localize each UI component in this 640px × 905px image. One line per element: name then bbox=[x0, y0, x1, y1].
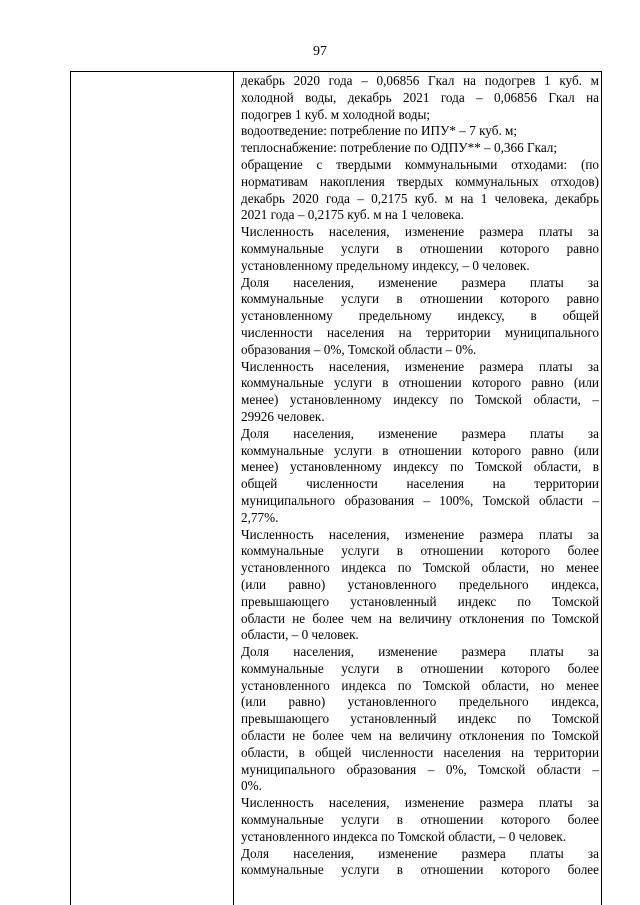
text-line: коммунальные услуги в отношении которого более bbox=[241, 812, 599, 828]
text-line: холодной воды, декабрь 2021 года – 0,06856 Гкал на bbox=[241, 89, 599, 105]
text-line: Численность населения, изменение размера платы за bbox=[241, 526, 599, 542]
text-line: теплоснабжение: потребление по ОДПУ** – 0,366 Гкал; bbox=[241, 140, 558, 156]
text-line: установленному предельному индексу, – 0 человек. bbox=[241, 257, 530, 273]
text-line: обращение с твердыми коммунальными отходами: (по bbox=[241, 156, 599, 172]
text-line: численности населения на территории муниципального bbox=[241, 324, 599, 340]
text-line: общей численности населения на территории bbox=[241, 476, 599, 492]
text-line: коммунальные услуги в отношении которого равно bbox=[241, 291, 599, 307]
text-line: Доля населения, изменение размера платы за bbox=[241, 845, 599, 861]
text-line: превышающего установленный индекс по Томской bbox=[241, 593, 599, 609]
text-line: установленному предельному индексу, в общей bbox=[241, 308, 599, 324]
text-line: подогрев 1 куб. м холодной воды; bbox=[241, 106, 431, 122]
text-line: Доля населения, изменение размера платы за bbox=[241, 644, 599, 660]
text-line: 29926 человек. bbox=[241, 408, 325, 424]
text-line: образования – 0%, Томской области – 0%. bbox=[241, 341, 477, 357]
text-line: 2021 года – 0,2175 куб. м на 1 человека. bbox=[241, 207, 464, 223]
text-line: области не более чем на величину отклонения по Томской bbox=[241, 610, 599, 626]
table-left-cell bbox=[71, 72, 234, 905]
page-number: 97 bbox=[313, 44, 327, 59]
text-line: декабрь 2020 года – 0,2175 куб. м на 1 человека, декабрь bbox=[241, 190, 599, 206]
text-line: менее) установленному индексу по Томской области, в bbox=[241, 459, 599, 475]
text-line: Доля населения, изменение размера платы за bbox=[241, 274, 599, 290]
text-line: коммунальные услуги в отношении которого равно (или bbox=[241, 375, 599, 391]
text-line: коммунальные услуги в отношении которого равно bbox=[241, 240, 599, 256]
text-line: 0%. bbox=[241, 778, 262, 794]
text-line: муниципального образования – 100%, Томской области – bbox=[241, 492, 599, 508]
text-line: декабрь 2020 года – 0,06856 Гкал на подогрев 1 куб. м bbox=[241, 73, 599, 88]
text-line: (или равно) установленного предельного индекса, bbox=[241, 694, 599, 710]
text-line: коммунальные услуги в отношении которого более bbox=[241, 543, 599, 559]
text-line: области, в общей численности населения на территории bbox=[241, 744, 599, 760]
text-line: (или равно) установленного предельного индекса, bbox=[241, 576, 599, 592]
table-right-cell bbox=[241, 73, 599, 879]
text-line: водоотведение: потребление по ИПУ* – 7 куб. м; bbox=[241, 123, 518, 139]
text-line: муниципального образования – 0%, Томской области – bbox=[241, 761, 599, 777]
text-line: нормативам накопления твердых коммунальных отходов) bbox=[241, 173, 599, 189]
text-line: коммунальные услуги в отношении которого более bbox=[241, 862, 599, 878]
text-line: Численность населения, изменение размера платы за bbox=[241, 358, 599, 374]
document-table bbox=[70, 71, 602, 905]
text-line: установленного индекса по Томской области, но менее bbox=[241, 560, 599, 576]
text-line: менее) установленному индексу по Томской области, – bbox=[241, 392, 599, 408]
text-line: Доля населения, изменение размера платы за bbox=[241, 425, 599, 441]
text-line: установленного индекса по Томской области, но менее bbox=[241, 677, 599, 693]
text-line: Численность населения, изменение размера платы за bbox=[241, 224, 599, 240]
text-line: коммунальные услуги в отношении которого более bbox=[241, 660, 599, 676]
text-line: превышающего установленный индекс по Томской bbox=[241, 711, 599, 727]
text-line: Численность населения, изменение размера платы за bbox=[241, 795, 599, 811]
text-line: 2,77%. bbox=[241, 509, 279, 525]
text-line: области, – 0 человек. bbox=[241, 627, 359, 643]
text-line: области не более чем на величину отклонения по Томской bbox=[241, 728, 599, 744]
text-line: коммунальные услуги в отношении которого равно (или bbox=[241, 442, 599, 458]
text-line: установленного индекса по Томской области, – 0 человек. bbox=[241, 828, 567, 844]
